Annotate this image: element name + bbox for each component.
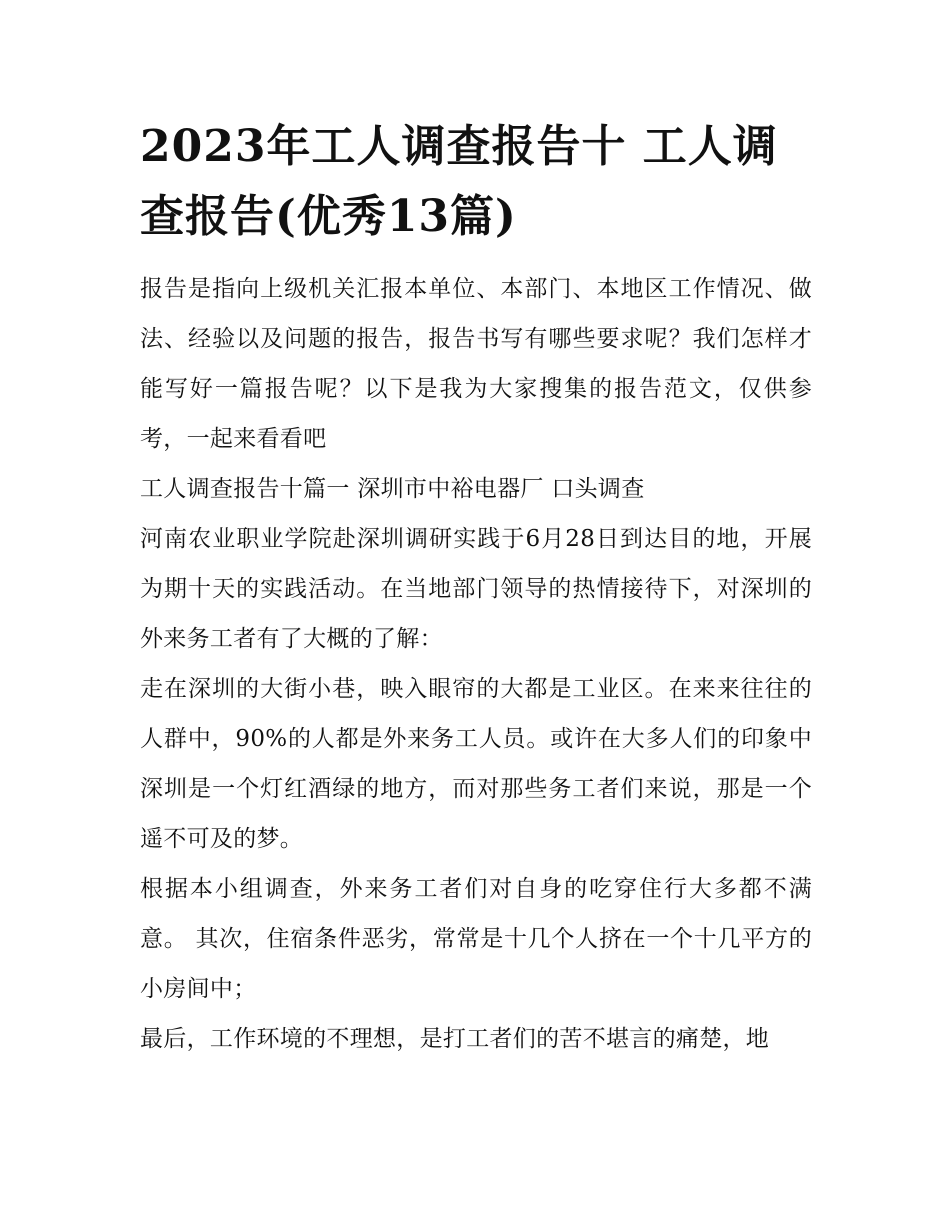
- section-heading: 工人调查报告十篇一 深圳市中裕电器厂 口头调查: [140, 476, 645, 502]
- body-paragraph: 最后，工作环境的不理想，是打工者们的苦不堪言的痛楚，地: [140, 1026, 770, 1052]
- body-paragraph: 河南农业职业学院赴深圳调研实践于6月28日到达目的地，开展为期十天的实践活动。在当地部门领导的热情接待下，对深圳的外来务工者有了大概的了解：: [140, 526, 812, 652]
- document-page: [140, 112, 820, 1064]
- body-paragraph: 走在深圳的大街小巷，映入眼帘的大都是工业区。在来来往往的人群中，90%的人都是外来务工人员。或许在大多人们的印象中深圳是一个灯红酒绿的地方，而对那些务工者们来说，那是一个遥不可及的梦。: [140, 676, 812, 852]
- intro-paragraph: 报告是指向上级机关汇报本单位、本部门、本地区工作情况、做法、经验以及问题的报告，报告书写有哪些要求呢？我们怎样才能写好一篇报告呢？以下是我为大家搜集的报告范文，仅供参考，一起来看看吧: [140, 276, 812, 452]
- body-paragraph: 根据本小组调查，外来务工者们对自身的吃穿住行大多都不满意。 其次，住宿条件恶劣，常常是十几个人挤在一个十几平方的小房间中；: [140, 876, 812, 1002]
- document-title: 2023年工人调查报告十 工人调查报告(优秀13篇): [140, 121, 778, 242]
